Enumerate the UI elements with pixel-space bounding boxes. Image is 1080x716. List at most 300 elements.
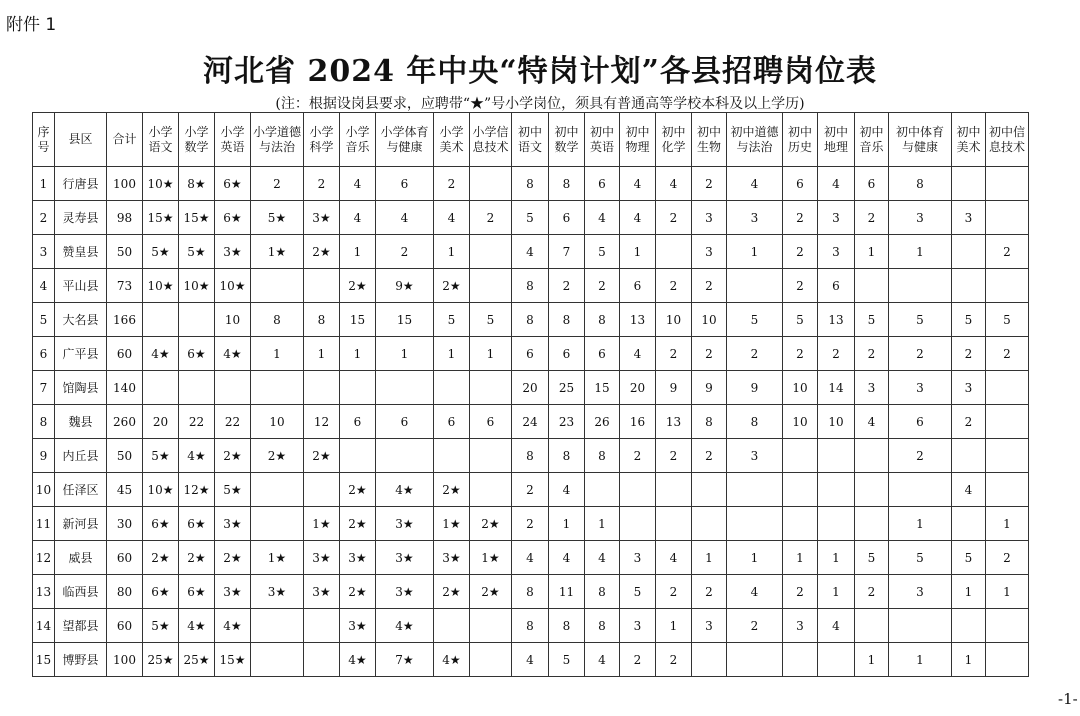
position-count-cell: 10	[818, 405, 855, 439]
column-header-text: 初中	[859, 124, 884, 139]
position-count-cell: 10★	[143, 473, 179, 507]
total-cell: 100	[107, 167, 143, 201]
position-count-cell: 1	[986, 575, 1029, 609]
position-count-cell	[376, 439, 434, 473]
position-count-cell: 2	[783, 337, 818, 371]
position-count-cell: 2★	[340, 473, 376, 507]
position-count-cell: 6	[340, 405, 376, 439]
county-name-cell: 大名县	[55, 303, 107, 337]
position-count-cell: 3★	[340, 541, 376, 575]
position-count-cell: 5	[986, 303, 1029, 337]
column-header-text: 英语	[589, 139, 614, 154]
position-count-cell: 2	[783, 269, 818, 303]
position-count-cell: 5★	[179, 235, 215, 269]
position-count-cell: 6	[512, 337, 549, 371]
position-count-cell	[620, 473, 656, 507]
column-header-text: 数学	[554, 139, 579, 154]
position-count-cell	[727, 473, 783, 507]
position-count-cell: 2	[656, 439, 692, 473]
position-count-cell: 3★	[304, 541, 340, 575]
position-count-cell: 3	[952, 201, 986, 235]
position-count-cell: 1	[855, 235, 889, 269]
position-count-cell: 8	[585, 439, 620, 473]
position-count-cell: 3	[952, 371, 986, 405]
position-count-cell	[470, 269, 512, 303]
position-count-cell	[304, 269, 340, 303]
position-count-cell: 1	[434, 337, 470, 371]
position-count-cell: 2	[434, 167, 470, 201]
column-header-text: 历史	[787, 139, 812, 154]
position-count-cell: 6	[549, 201, 585, 235]
position-count-cell: 4	[656, 167, 692, 201]
table-row	[33, 541, 1029, 575]
position-count-cell	[251, 609, 304, 643]
position-count-cell	[952, 167, 986, 201]
position-count-cell	[727, 507, 783, 541]
position-count-cell: 4	[656, 541, 692, 575]
position-count-cell: 6	[434, 405, 470, 439]
column-header-text: 美术	[439, 139, 464, 154]
row-number-cell: 4	[33, 269, 55, 303]
column-header	[620, 113, 656, 167]
position-count-cell: 12	[304, 405, 340, 439]
position-count-cell: 5	[855, 541, 889, 575]
position-count-cell: 5	[434, 303, 470, 337]
position-count-cell: 4	[952, 473, 986, 507]
position-count-cell: 1★	[304, 507, 340, 541]
county-name-cell: 望都县	[55, 609, 107, 643]
position-count-cell: 5	[783, 303, 818, 337]
position-count-cell	[986, 643, 1029, 677]
position-count-cell: 2★	[304, 235, 340, 269]
position-count-cell: 8	[727, 405, 783, 439]
column-header-text: 初中	[661, 124, 686, 139]
position-count-cell: 2	[656, 201, 692, 235]
position-count-cell: 8	[512, 269, 549, 303]
position-count-cell: 13	[656, 405, 692, 439]
position-count-cell	[986, 609, 1029, 643]
total-cell: 140	[107, 371, 143, 405]
position-count-cell: 5	[889, 541, 952, 575]
position-count-cell	[818, 507, 855, 541]
column-header-text: 音乐	[345, 139, 370, 154]
column-header-text: 音乐	[859, 139, 884, 154]
position-count-cell: 10★	[179, 269, 215, 303]
column-header	[55, 113, 107, 167]
column-header-text: 初中	[823, 124, 848, 139]
position-count-cell: 8	[512, 167, 549, 201]
table-row	[33, 473, 1029, 507]
position-count-cell: 3★	[304, 575, 340, 609]
position-count-cell: 2	[656, 643, 692, 677]
column-header-text: 小学	[345, 124, 370, 139]
attachment-label: 附件 1	[6, 15, 57, 35]
table-row	[33, 337, 1029, 371]
position-count-cell: 2	[549, 269, 585, 303]
position-count-cell: 1	[340, 235, 376, 269]
column-header	[376, 113, 434, 167]
position-count-cell: 6★	[143, 575, 179, 609]
title-note: (注：根据设岗县要求，应聘带“★”号小学岗位，须具有普通高等学校本科及以上学历)	[275, 96, 805, 112]
position-count-cell: 8	[585, 303, 620, 337]
position-count-cell: 8	[512, 575, 549, 609]
position-count-cell: 10	[251, 405, 304, 439]
column-header-text: 合计	[112, 132, 137, 146]
position-count-cell: 1	[470, 337, 512, 371]
position-count-cell: 6	[376, 405, 434, 439]
position-count-cell	[434, 609, 470, 643]
position-count-cell: 10	[692, 303, 727, 337]
total-cell: 45	[107, 473, 143, 507]
county-name-cell: 赞皇县	[55, 235, 107, 269]
position-count-cell: 10	[215, 303, 251, 337]
position-count-cell: 3★	[376, 541, 434, 575]
column-header-text: 小学体育	[380, 124, 429, 139]
position-count-cell: 11	[549, 575, 585, 609]
column-header-text: 数学	[184, 139, 209, 154]
position-count-cell: 6★	[215, 201, 251, 235]
column-header-text: 小学信	[472, 124, 509, 139]
position-count-cell: 2	[304, 167, 340, 201]
position-count-cell: 3	[727, 201, 783, 235]
position-count-cell: 3	[783, 609, 818, 643]
column-header-text: 息技术	[472, 139, 509, 154]
row-number-cell: 12	[33, 541, 55, 575]
table-row	[33, 235, 1029, 269]
position-count-cell: 2★	[215, 541, 251, 575]
position-count-cell	[251, 507, 304, 541]
position-count-cell: 4	[727, 575, 783, 609]
table-row	[33, 439, 1029, 473]
position-count-cell	[143, 371, 179, 405]
column-header	[470, 113, 512, 167]
position-count-cell	[889, 609, 952, 643]
column-header-text: 初中信	[988, 124, 1025, 139]
position-count-cell: 5	[952, 541, 986, 575]
position-count-cell: 6	[889, 405, 952, 439]
position-count-cell: 3★	[215, 575, 251, 609]
column-header	[783, 113, 818, 167]
column-header-text: 息技术	[988, 139, 1025, 154]
column-header-text: 县区	[68, 132, 93, 146]
position-count-cell: 2	[585, 269, 620, 303]
column-header-text: 化学	[661, 139, 686, 154]
position-count-cell: 2★	[434, 269, 470, 303]
position-count-cell	[179, 303, 215, 337]
position-count-cell	[470, 167, 512, 201]
position-count-cell: 1★	[434, 507, 470, 541]
position-count-cell	[656, 507, 692, 541]
position-count-cell: 2★	[251, 439, 304, 473]
position-count-cell: 24	[512, 405, 549, 439]
position-count-cell: 4★	[143, 337, 179, 371]
table-row	[33, 201, 1029, 235]
position-count-cell: 6★	[143, 507, 179, 541]
position-count-cell: 1	[783, 541, 818, 575]
position-count-cell: 7	[549, 235, 585, 269]
column-header	[889, 113, 952, 167]
position-count-cell: 5	[952, 303, 986, 337]
position-count-cell	[656, 235, 692, 269]
position-count-cell: 1	[727, 235, 783, 269]
position-count-cell: 6	[783, 167, 818, 201]
position-count-cell: 8	[512, 609, 549, 643]
position-count-cell: 2	[783, 575, 818, 609]
position-count-cell: 10★	[215, 269, 251, 303]
position-count-cell: 4	[585, 201, 620, 235]
position-count-cell: 2	[512, 507, 549, 541]
position-count-cell: 4★	[179, 609, 215, 643]
row-number-cell: 3	[33, 235, 55, 269]
column-header	[952, 113, 986, 167]
position-count-cell: 16	[620, 405, 656, 439]
position-count-cell	[986, 269, 1029, 303]
position-count-cell: 3★	[376, 575, 434, 609]
position-count-cell	[251, 269, 304, 303]
position-count-cell: 1	[620, 235, 656, 269]
position-count-cell: 2	[656, 337, 692, 371]
position-count-cell: 1	[889, 235, 952, 269]
position-count-cell: 4	[818, 167, 855, 201]
total-cell: 260	[107, 405, 143, 439]
column-header	[179, 113, 215, 167]
position-count-cell	[434, 439, 470, 473]
position-count-cell: 2★	[304, 439, 340, 473]
total-cell: 80	[107, 575, 143, 609]
position-count-cell	[986, 167, 1029, 201]
position-count-cell	[251, 371, 304, 405]
position-count-cell: 2	[855, 337, 889, 371]
position-count-cell: 1	[986, 507, 1029, 541]
position-count-cell	[470, 235, 512, 269]
position-count-cell: 3	[620, 609, 656, 643]
position-count-cell: 1	[952, 575, 986, 609]
position-count-cell: 25★	[179, 643, 215, 677]
position-count-cell: 3★	[215, 507, 251, 541]
position-count-cell: 8	[889, 167, 952, 201]
position-count-cell	[818, 439, 855, 473]
position-count-cell	[470, 473, 512, 507]
position-count-cell: 5	[727, 303, 783, 337]
position-count-cell: 3	[692, 201, 727, 235]
position-count-cell: 5	[855, 303, 889, 337]
position-count-cell: 13	[818, 303, 855, 337]
position-count-cell	[986, 439, 1029, 473]
position-count-cell: 2	[620, 439, 656, 473]
position-count-cell: 8	[512, 439, 549, 473]
column-header-text: 初中	[625, 124, 650, 139]
table-row	[33, 371, 1029, 405]
position-count-cell: 3	[692, 235, 727, 269]
total-cell: 100	[107, 643, 143, 677]
position-count-cell: 20	[512, 371, 549, 405]
position-count-cell: 8	[692, 405, 727, 439]
column-header-text: 英语	[220, 139, 245, 154]
position-count-cell: 3	[620, 541, 656, 575]
position-count-cell: 4★	[376, 609, 434, 643]
position-count-cell: 4	[434, 201, 470, 235]
county-name-cell: 任泽区	[55, 473, 107, 507]
position-count-cell: 8	[549, 439, 585, 473]
position-count-cell: 4	[585, 643, 620, 677]
position-count-cell	[952, 507, 986, 541]
position-count-cell: 2	[855, 201, 889, 235]
position-count-cell	[251, 643, 304, 677]
position-count-cell	[304, 609, 340, 643]
position-count-cell: 1	[304, 337, 340, 371]
column-header	[340, 113, 376, 167]
row-number-cell: 10	[33, 473, 55, 507]
position-count-cell: 10★	[143, 269, 179, 303]
position-count-cell: 8	[512, 303, 549, 337]
position-count-cell	[952, 235, 986, 269]
position-count-cell: 1	[818, 541, 855, 575]
position-count-cell: 2★	[215, 439, 251, 473]
position-count-cell: 3	[889, 371, 952, 405]
position-count-cell: 4	[855, 405, 889, 439]
column-header	[727, 113, 783, 167]
position-count-cell: 2	[251, 167, 304, 201]
position-count-cell: 3	[818, 235, 855, 269]
row-number-cell: 2	[33, 201, 55, 235]
position-count-cell: 2	[692, 575, 727, 609]
column-header-text: 与健康	[901, 139, 938, 154]
column-header-text: 地理	[823, 139, 848, 154]
position-count-cell: 4	[620, 201, 656, 235]
position-count-cell: 2	[889, 337, 952, 371]
position-count-cell: 1	[656, 609, 692, 643]
position-count-cell: 4★	[434, 643, 470, 677]
total-cell: 73	[107, 269, 143, 303]
position-count-cell: 2	[692, 269, 727, 303]
position-count-cell	[585, 473, 620, 507]
position-count-cell: 2★	[434, 575, 470, 609]
table-row	[33, 609, 1029, 643]
position-count-cell: 6	[549, 337, 585, 371]
position-count-cell	[470, 439, 512, 473]
position-count-cell: 2	[656, 269, 692, 303]
position-count-cell: 2	[470, 201, 512, 235]
position-count-cell: 3	[727, 439, 783, 473]
position-count-cell: 1	[434, 235, 470, 269]
column-header	[855, 113, 889, 167]
column-header-text: 初中	[696, 124, 721, 139]
county-name-cell: 内丘县	[55, 439, 107, 473]
position-count-cell	[986, 405, 1029, 439]
position-count-cell: 1	[889, 643, 952, 677]
table-row	[33, 575, 1029, 609]
position-count-cell: 2	[727, 337, 783, 371]
position-count-cell: 5	[585, 235, 620, 269]
position-count-cell: 1	[376, 337, 434, 371]
position-count-cell	[215, 371, 251, 405]
position-count-cell	[727, 269, 783, 303]
position-count-cell	[340, 371, 376, 405]
column-header	[251, 113, 304, 167]
row-number-cell: 6	[33, 337, 55, 371]
position-count-cell: 2	[727, 609, 783, 643]
column-header-text: 小学道德	[252, 124, 301, 139]
column-header	[549, 113, 585, 167]
position-count-cell: 15	[340, 303, 376, 337]
position-count-cell	[620, 507, 656, 541]
position-count-cell: 6	[470, 405, 512, 439]
position-count-cell: 8	[549, 303, 585, 337]
column-header	[512, 113, 549, 167]
column-header	[143, 113, 179, 167]
position-count-cell: 1★	[470, 541, 512, 575]
county-name-cell: 魏县	[55, 405, 107, 439]
position-count-cell	[783, 643, 818, 677]
position-count-cell: 2★	[340, 575, 376, 609]
position-count-cell: 2	[692, 439, 727, 473]
position-count-cell: 4	[620, 337, 656, 371]
position-count-cell: 1	[889, 507, 952, 541]
position-count-cell: 10★	[143, 167, 179, 201]
table-body	[33, 167, 1029, 677]
position-count-cell	[783, 507, 818, 541]
column-header-text: 美术	[956, 139, 981, 154]
position-count-cell: 4	[585, 541, 620, 575]
table-row	[33, 303, 1029, 337]
position-count-cell: 4★	[179, 439, 215, 473]
column-header-text: 小学	[439, 124, 464, 139]
position-count-cell: 2★	[470, 575, 512, 609]
position-count-cell: 4★	[215, 609, 251, 643]
column-header	[585, 113, 620, 167]
position-count-cell	[986, 371, 1029, 405]
position-count-cell: 2★	[143, 541, 179, 575]
position-count-cell: 22	[179, 405, 215, 439]
position-count-cell: 2	[986, 337, 1029, 371]
position-count-cell: 20	[620, 371, 656, 405]
column-header	[107, 113, 143, 167]
position-count-cell: 1★	[251, 235, 304, 269]
position-count-cell: 15★	[143, 201, 179, 235]
position-count-cell: 2	[818, 337, 855, 371]
column-header	[434, 113, 470, 167]
total-cell: 50	[107, 439, 143, 473]
position-count-cell: 6★	[179, 507, 215, 541]
position-count-cell: 7★	[376, 643, 434, 677]
table-row	[33, 405, 1029, 439]
table-row	[33, 167, 1029, 201]
page-title: 河北省 2024 年中央“特岗计划”各县招聘岗位表	[203, 54, 877, 89]
total-cell: 30	[107, 507, 143, 541]
position-count-cell: 22	[215, 405, 251, 439]
position-count-cell: 4	[549, 541, 585, 575]
position-count-cell: 23	[549, 405, 585, 439]
position-count-cell	[251, 473, 304, 507]
position-count-cell: 2	[986, 541, 1029, 575]
position-count-cell: 4	[376, 201, 434, 235]
column-header-text: 语文	[148, 139, 173, 154]
table-row	[33, 643, 1029, 677]
total-cell: 166	[107, 303, 143, 337]
table-row	[33, 507, 1029, 541]
position-count-cell: 2	[512, 473, 549, 507]
position-count-cell: 5★	[143, 439, 179, 473]
position-count-cell	[952, 439, 986, 473]
position-count-cell: 8	[585, 609, 620, 643]
position-count-cell	[692, 643, 727, 677]
column-header	[986, 113, 1029, 167]
position-count-cell	[855, 439, 889, 473]
position-count-cell: 3	[889, 575, 952, 609]
total-cell: 60	[107, 337, 143, 371]
position-count-cell: 25★	[143, 643, 179, 677]
position-count-cell	[855, 507, 889, 541]
